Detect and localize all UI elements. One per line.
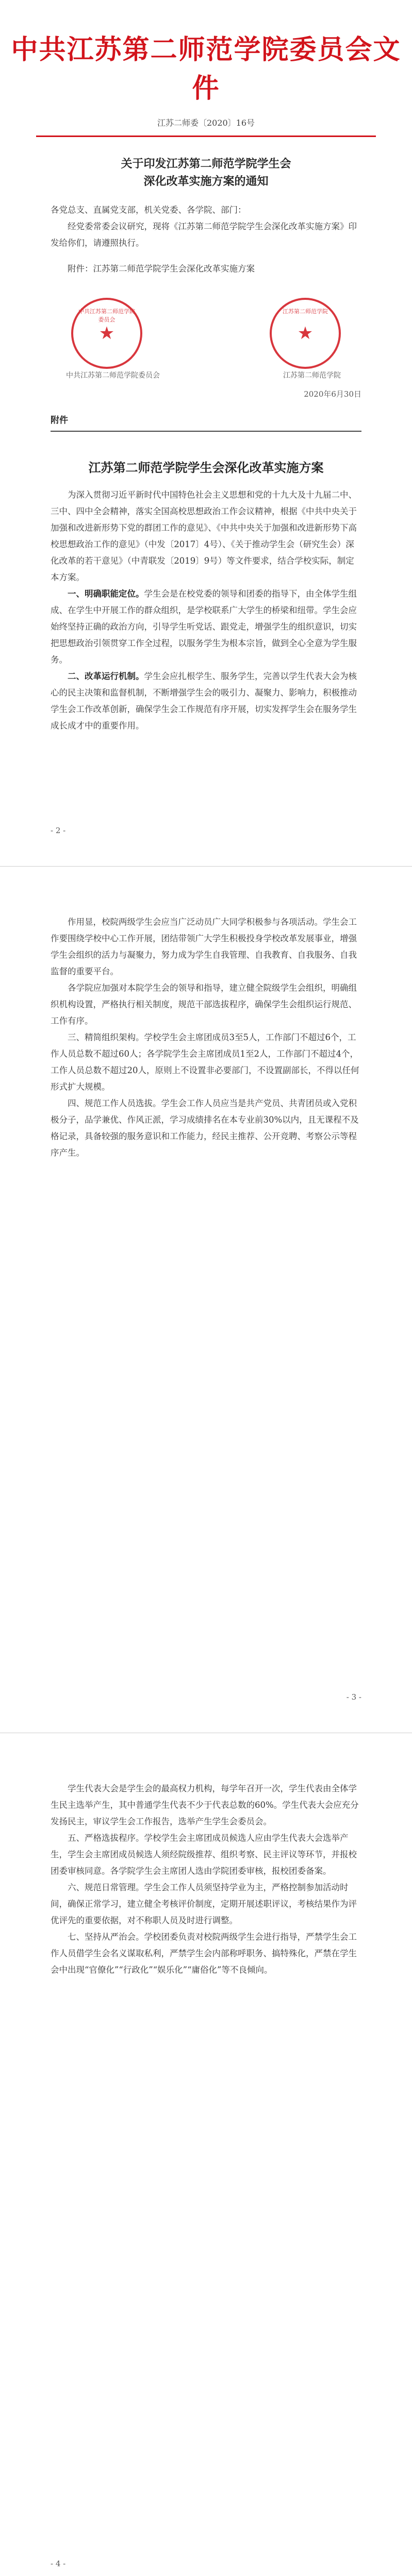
page-2-paragraph: 各学院应加强对本院学生会的领导和指导，建立健全院级学生会组织，明确组织机构设置，严格执行相关制度，规范干部选拔程序，确保学生会组织运行规范、工作有序。 (51, 983, 357, 1026)
plan-item-1-title: 一、明确职能定位。 (68, 589, 144, 599)
notice-title (51, 156, 361, 191)
plan-body (51, 487, 361, 734)
notice-title-line-1: 关于印发江苏第二师范学院学生会 (121, 158, 291, 171)
plan-item-2-text: 学生会应扎根学生、服务学生，完善以学生代表大会为核心的民主决策和监督机制，不断增强学生会的吸引力、凝聚力、影响力，积极推动学生会工作改革创新，确保学生会工作规范有序开展，切实发挥学生会在服务学生成长成才中的重要作用。 (51, 671, 357, 731)
star-icon: ★ (297, 323, 314, 344)
attachment-divider (51, 431, 361, 432)
party-seal (71, 298, 142, 369)
page-2-intro: 作用显，校院两级学生会应当广泛动员广大同学积极参与各项活动。学生会工作要围绕学校中心工作开展，团结带领广大学生积极投身学校改革发展事业，增强学生会组织的活力与凝聚力，努力成为学生自我管理、自我教育、自我服务、自我监督的重要平台。 (51, 917, 357, 976)
document-page-1 (0, 0, 412, 866)
page-3-paragraph: 七、坚持从严治会。学校团委负责对校院两级学生会进行指导，严禁学生会工作人员借学生会名义谋取私利，严禁学生会内部称呼职务、搞特殊化，严禁在学生会中出现“官僚化”“行政化”“娱乐化”“庸俗化”等不良倾向。 (51, 1932, 357, 1975)
page-2-body (51, 914, 361, 1161)
document-page-2 (0, 867, 412, 1733)
plan-item-1-text: 学生会是在校党委的领导和团委的指导下，由全体学生组成、在学生中开展工作的群众组织，是学校联系广大学生的桥梁和纽带。学生会应始终坚持正确的政治方向，引导学生听党话、跟党走，增强学生的组织意识，切实把思想政治引领贯穿工作全过程，以服务学生为根本宗旨，做到全心全意为学生服务。 (51, 589, 357, 665)
page-3-body (51, 1781, 361, 1978)
signature-left: 中共江苏第二师范学院委员会 (66, 371, 160, 380)
notice-body (51, 202, 361, 277)
page-number: - 2 - (51, 826, 66, 835)
page-2-paragraph: 三、精简组织架构。学校学生会主席团成员3至5人，工作部门不超过6个，工作人员总数不超过60人；各学院学生会主席团成员1至2人，工作部门不超过4个，工作人员总数不超过20人，原则上不设置非必要部门，不设置副部长，不得以任何形式扩大规模。 (51, 1032, 359, 1092)
red-divider (36, 135, 376, 137)
star-icon: ★ (98, 323, 115, 344)
notice-title-line-2: 深化改革实施方案的通知 (143, 175, 269, 188)
party-seal-text: 中共江苏第二师范学院委员会 (78, 308, 135, 323)
plan-item-2 (51, 668, 361, 734)
page-number: - 4 - (51, 2559, 66, 2568)
red-header-title: 中共江苏第二师范学院委员会文件 (11, 35, 401, 104)
plan-item-2-title: 二、改革运行机制。 (68, 671, 144, 681)
notice-paragraph: 经党委常委会议研究，现将《江苏第二师范学院学生会深化改革实施方案》印发给你们，请遵照执行。 (51, 222, 357, 248)
page-2-paragraph: 四、规范工作人员选拔。学生会工作人员应当是共产党员、共青团员或入党积极分子，品学兼优、作风正派，学习成绩排名在本专业前30%以内，且无课程不及格记录，具备较强的服务意识和工作能力，经民主推荐、公开竞聘、考察公示等程序产生。 (51, 1098, 359, 1158)
attachment-label: 附件 (51, 415, 68, 426)
plan-item-1 (51, 586, 361, 668)
salutation: 各党总支、直属党支部，机关党委、各学院、部门： (51, 205, 246, 215)
page-3-paragraph: 六、规范日常管理。学生会工作人员须坚持学业为主，严格控制参加活动时间，确保正常学习，建立健全考核评价制度，定期开展述职评议，考核结果作为评优评先的重要依据，对不称职人员及时进行调整。 (51, 1883, 357, 1925)
attachment-note: 附件：江苏第二师范学院学生会深化改革实施方案 (68, 264, 255, 274)
plan-title: 江苏第二师范学院学生会深化改革实施方案 (88, 461, 324, 475)
signature-right: 江苏第二师范学院 (283, 371, 341, 380)
notice-date: 2020年6月30日 (304, 389, 361, 399)
page-3-paragraph: 五、严格选拔程序。学校学生会主席团成员候选人应由学生代表大会选举产生，学生会主席团成员候选人须经院级推荐、组织考察、民主评议等环节，并报校团委审核同意。各学院学生会主席团人选由学院团委审核，报校团委备案。 (51, 1833, 357, 1876)
page-3-paragraph: 学生代表大会是学生会的最高权力机构，每学年召开一次，学生代表由全体学生民主选举产生，其中普通学生代表不少于代表总数的60%。学生代表大会应充分发扬民主，审议学生会工作报告，选举产生学生会委员会。 (51, 1784, 359, 1826)
document-number: 江苏二师委〔2020〕16号 (157, 118, 255, 128)
college-seal-text: 江苏第二师范学院 (283, 308, 328, 315)
page-number: - 3 - (346, 1692, 361, 1702)
plan-intro: 为深入贯彻习近平新时代中国特色社会主义思想和党的十九大及十九届二中、三中、四中全会精神，落实全国高校思想政治工作会议精神，根据《中共中央关于加强和改进新形势下党的群团工作的意见》、《中共中央关于加强和改进新形势下高校思想政治工作的意见》（中发〔2017〕4号）、《关于推动学生会（研究生会）深化改革的若干意见》（中青联发〔2019〕9号）等文件要求，结合学校实际，制定本方案。 (51, 490, 357, 582)
seal-area (51, 293, 361, 385)
college-seal (270, 298, 341, 369)
document-page-3 (0, 1733, 412, 2576)
